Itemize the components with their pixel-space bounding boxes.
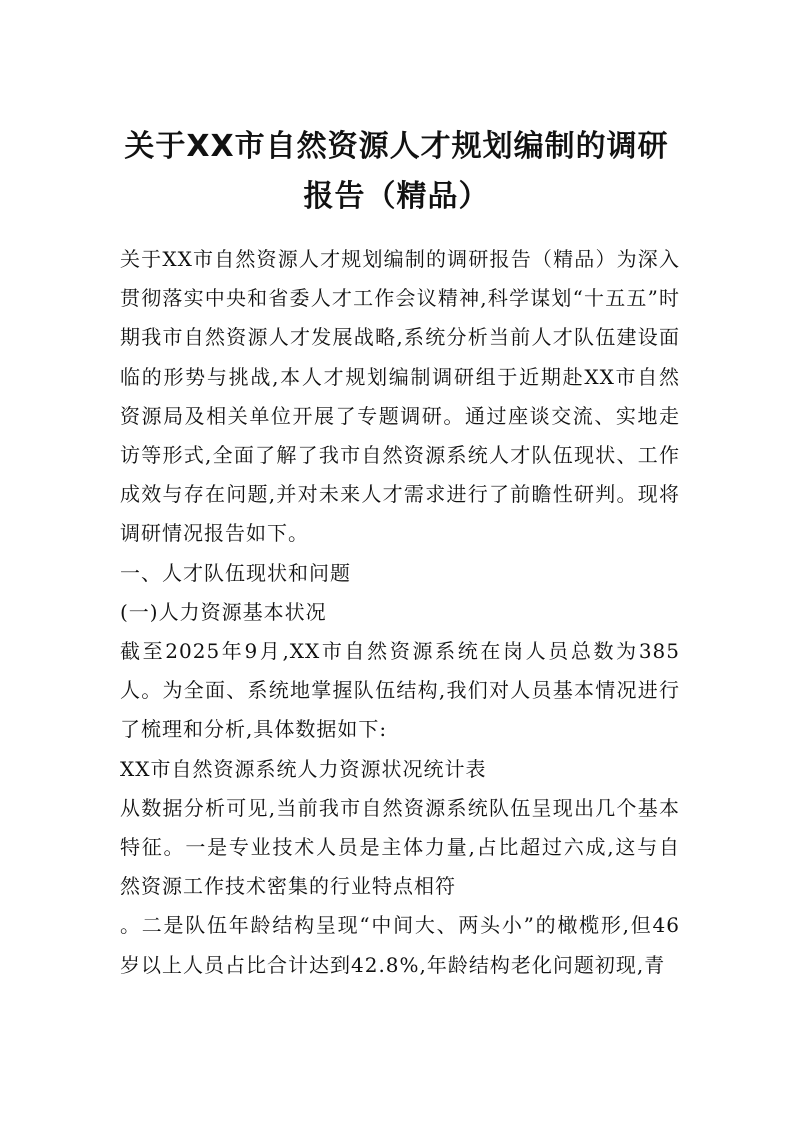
document-title: 关于XX市自然资源人才规划编制的调研报告（精品） — [124, 129, 669, 214]
document-body — [120, 240, 680, 985]
age-structure-paragraph: 。二是队伍年龄结构呈现“中间大、两头小”的橄榄形,但46岁以上人员占比合计达到42.8%,年龄结构老化问题初现,青 — [120, 913, 680, 977]
intro-paragraph: 关于XX市自然资源人才规划编制的调研报告（精品）为深入贯彻落实中央和省委人才工作会议精神,科学谋划“十五五”时期我市自然资源人才发展战略,系统分析当前人才队伍建设面临的形势与挑战,本人才规划编制调研组于近期赴XX市自然资源局及相关单位开展了专题调研。通过座谈交流、实地走访等形式,全面了解了我市自然资源系统人才队伍现状、工作成效与存在问题,并对未来人才需求进行了前瞻性研判。现将调研情况报告如下。 — [120, 247, 680, 546]
staff-count-paragraph: 截至2025年9月,XX市自然资源系统在岗人员总数为385人。为全面、系统地掌握队伍结构,我们对人员基本情况进行了梳理和分析,具体数据如下: — [120, 639, 680, 742]
section-heading: 一、人才队伍现状和问题 — [120, 560, 351, 585]
analysis-paragraph: 从数据分析可见,当前我市自然资源系统队伍呈现出几个基本特征。一是专业技术人员是主体力量,占比超过六成,这与自然资源工作技术密集的行业特点相符 — [120, 795, 680, 899]
table-caption: XX市自然资源系统人力资源状况统计表 — [120, 756, 487, 781]
subsection-heading: (一)人力资源基本状况 — [120, 599, 327, 624]
